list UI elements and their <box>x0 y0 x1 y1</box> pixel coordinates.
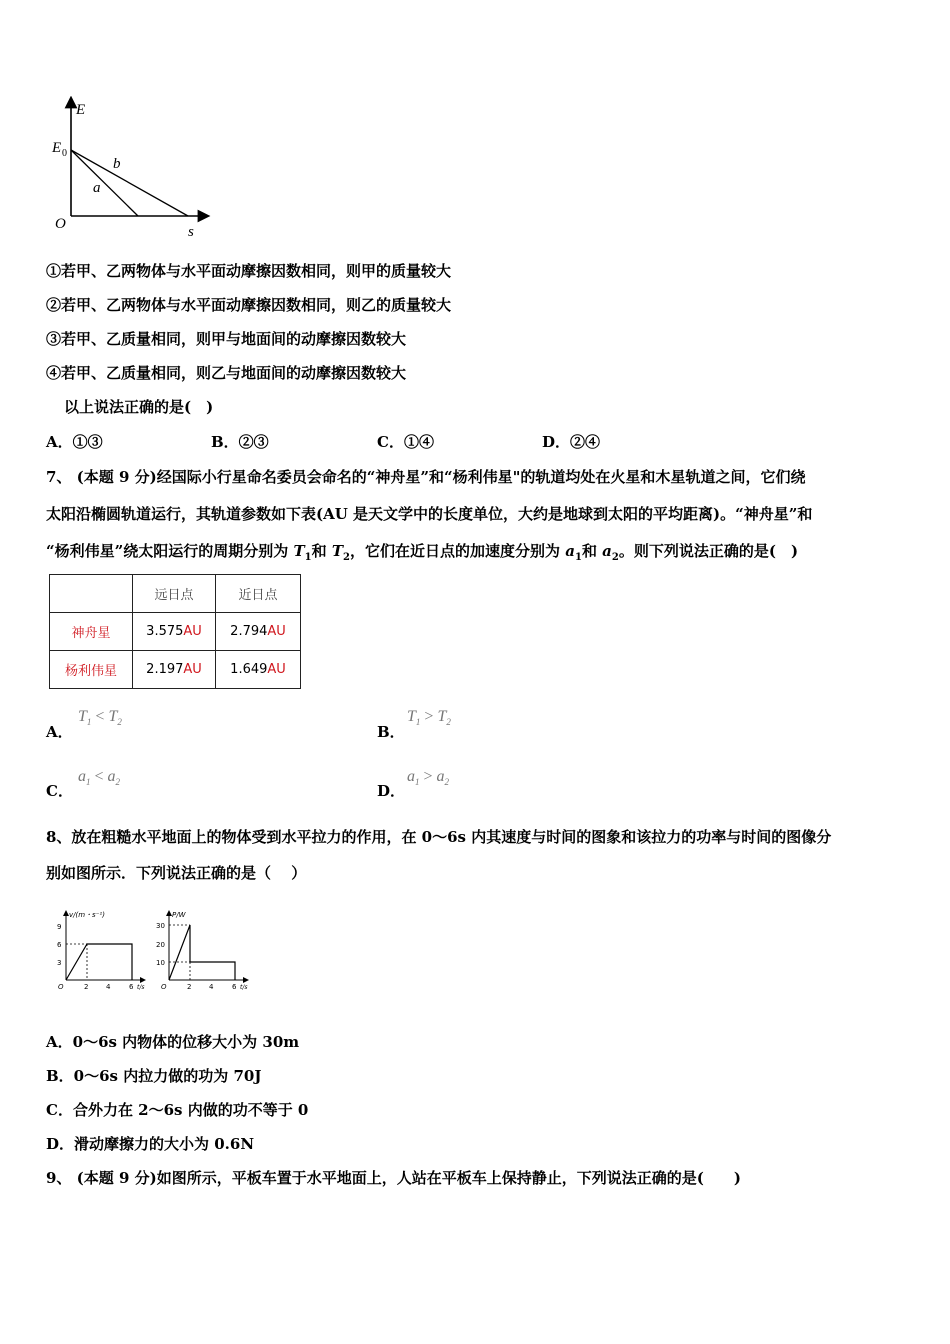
statement-2: ②若甲、乙两物体与水平面动摩擦因数相同，则乙的质量较大 <box>46 296 452 314</box>
q8-option-a[interactable]: A．0～6s 内物体的位移大小为 30m <box>46 1033 300 1051</box>
y-axis-label: P/W <box>172 911 186 919</box>
q7-option-c[interactable]: C． <box>46 782 73 800</box>
q9-stem-line-1: 9、 (本题 9 分)如图所示，平板车置于水平地面上，人站在平板车上保持静止，下列说法正确的是( ) <box>46 1169 741 1187</box>
x-axis-label: t/s <box>240 984 248 991</box>
table-header-cell: 近日点 <box>216 575 301 613</box>
q6-option-d[interactable]: D．②④ <box>542 433 601 451</box>
power-time-graph <box>155 908 255 992</box>
y-axis-label: v/(m・s⁻¹) <box>69 911 105 919</box>
q7-option-d[interactable]: D． <box>377 782 406 800</box>
statement-1: ①若甲、乙两物体与水平面动摩擦因数相同，则甲的质量较大 <box>46 262 452 280</box>
line-b-label: b <box>113 156 121 172</box>
velocity-curve <box>66 944 132 980</box>
origin-label: O <box>58 983 64 991</box>
q6-option-a[interactable]: A．①③ <box>46 433 103 451</box>
x-tick: 6 <box>129 983 134 991</box>
q6-prompt: 以上说法正确的是( ) <box>64 398 214 416</box>
q7-option-b[interactable]: B． <box>377 723 405 741</box>
aphelion-value: 2.197AU <box>133 651 216 689</box>
table-header-cell <box>50 575 133 613</box>
x-tick: 6 <box>232 983 237 991</box>
table-header-row <box>50 575 301 613</box>
perihelion-value: 2.794AU <box>216 613 301 651</box>
statement-3: ③若甲、乙质量相同，则甲与地面间的动摩擦因数较大 <box>46 330 407 348</box>
q7-option-c-formula: $a_1 < a_2$ <box>78 768 121 788</box>
e0-subscript: 0 <box>62 148 67 159</box>
perihelion-value: 1.649AU <box>216 651 301 689</box>
x-tick: 2 <box>84 983 89 991</box>
y-tick: 10 <box>156 959 165 967</box>
q8-option-b[interactable]: B．0～6s 内拉力做的功为 70J <box>46 1067 262 1085</box>
y-tick: 20 <box>156 941 165 949</box>
x-axis-label: s <box>188 224 194 240</box>
e0-label: E <box>52 140 62 156</box>
q8-option-d[interactable]: D．滑动摩擦力的大小为 0.6N <box>46 1135 255 1153</box>
q7-option-b-formula: $T_1 > T_2$ <box>407 708 451 728</box>
q7-option-d-formula: $a_1 > a_2$ <box>407 768 450 788</box>
q6-option-c[interactable]: C．①④ <box>377 433 434 451</box>
x-tick: 2 <box>187 983 192 991</box>
origin-label: O <box>55 216 66 232</box>
energy-displacement-graph <box>50 96 220 241</box>
q8-option-c[interactable]: C．合外力在 2～6s 内做的功不等于 0 <box>46 1101 309 1119</box>
velocity-time-graph <box>52 908 152 992</box>
aphelion-value: 3.575AU <box>133 613 216 651</box>
x-axis-arrow <box>140 977 146 983</box>
q7-stem-line-3: “杨利伟星”绕太阳运行的周期分别为 $T_1$和 $T_2$，它们在近日点的加速度分别为 $a_1$和 $a_2$。则下列说法正确的是( ) <box>46 542 799 563</box>
line-a-label: a <box>93 180 101 196</box>
q7-stem-line-1: 7、 (本题 9 分)经国际小行星命名委员会命名的“神舟星”和“杨利伟星"的轨道均处在火星和木星轨道之间，它们绕 <box>46 468 806 486</box>
x-tick: 4 <box>209 983 214 991</box>
q8-stem-line-2: 别如图所示．下列说法正确的是（ ） <box>46 864 307 882</box>
origin-label: O <box>161 983 167 991</box>
table-row <box>50 613 301 651</box>
y-tick: 30 <box>156 922 165 930</box>
q7-stem-line-2: 太阳沿椭圆轨道运行，其轨道参数如下表(AU 是天文学中的长度单位，大约是地球到太阳的平均距离)。“神舟星”和 <box>46 505 813 523</box>
q7-option-a[interactable]: A． <box>46 723 73 741</box>
y-tick: 3 <box>57 959 62 967</box>
x-tick: 4 <box>106 983 111 991</box>
orbit-parameter-table <box>49 574 301 689</box>
asteroid-name: 杨利伟星 <box>50 651 133 689</box>
y-tick: 9 <box>57 923 62 931</box>
x-axis-label: t/s <box>137 984 145 991</box>
table-header-cell: 远日点 <box>133 575 216 613</box>
y-tick: 6 <box>57 941 62 949</box>
x-axis-arrow <box>243 977 249 983</box>
line-b <box>71 150 188 216</box>
q8-stem-line-1: 8、放在粗糙水平地面上的物体受到水平拉力的作用，在 0～6s 内其速度与时间的图象和该拉力的功率与时间的图像分 <box>46 828 832 846</box>
statement-4: ④若甲、乙质量相同，则乙与地面间的动摩擦因数较大 <box>46 364 407 382</box>
q6-option-b[interactable]: B．②③ <box>211 433 269 451</box>
y-axis-label: E <box>76 102 86 118</box>
asteroid-name: 神舟星 <box>50 613 133 651</box>
q7-option-a-formula: $T_1 < T_2$ <box>78 708 122 728</box>
line-a <box>71 150 138 216</box>
table-row <box>50 651 301 689</box>
power-curve <box>169 925 235 980</box>
